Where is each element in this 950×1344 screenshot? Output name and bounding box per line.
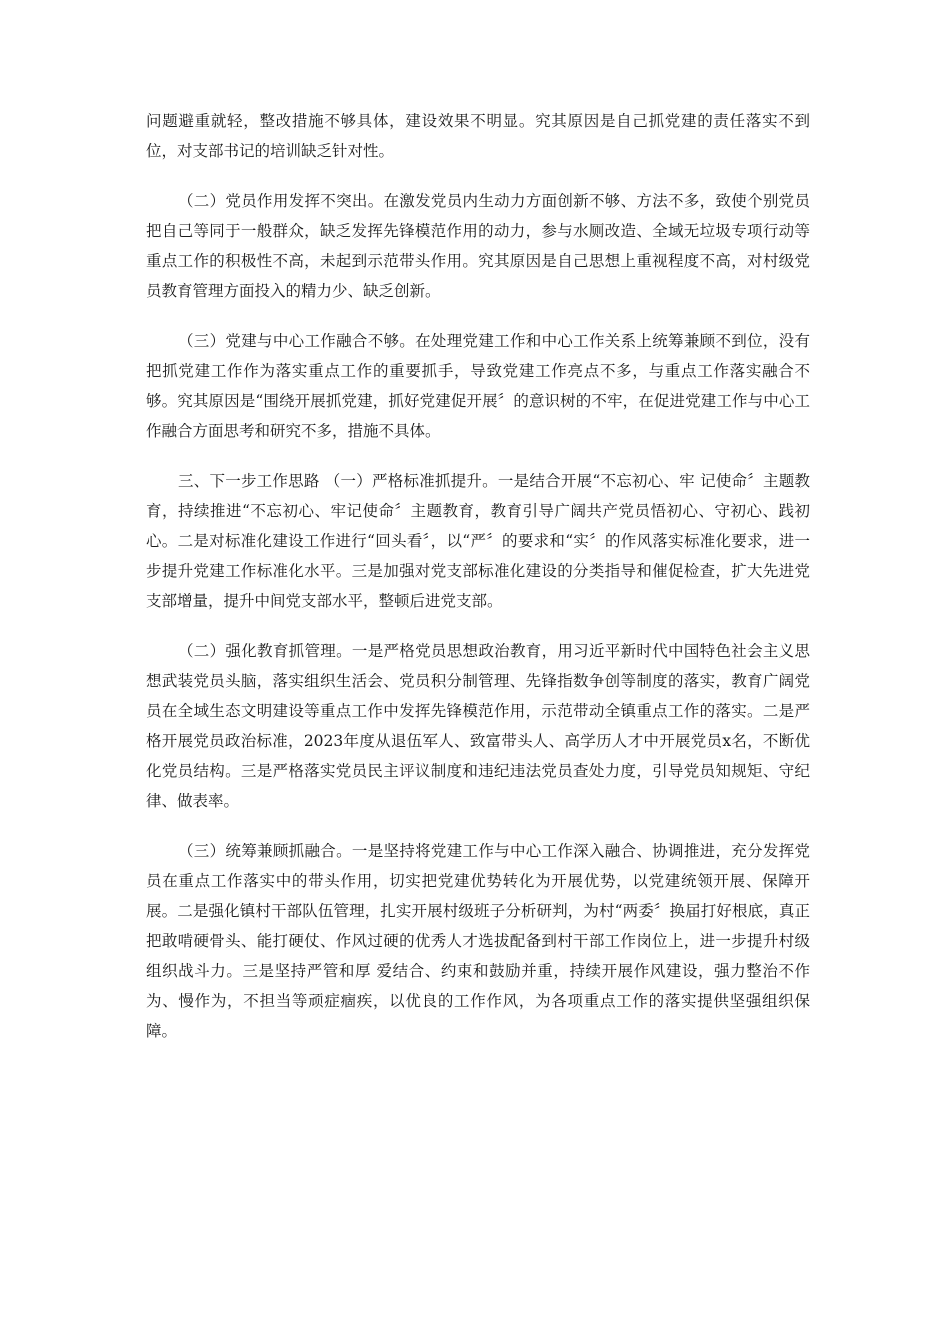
document-body [146,106,810,1066]
paragraph-2: （二）党员作用发挥不突出。在激发党员内生动力方面创新不够、方法不多，致使个别党员把自己等同于一般群众，缺乏发挥先锋模范作用的动力，参与水厕改造、全域无垃圾专项行动等重点工作的积极性不高，未起到示范带头作用。究其原因是自己思想上重视程度不高，对村级党员教育管理方面投入的精力少、缺乏创新。 [146,192,810,300]
paragraph-1: 问题避重就轻，整改措施不够具体，建设效果不明显。究其原因是自己抓党建的责任落实不到位，对支部书记的培训缺乏针对性。 [146,112,810,160]
paragraph-3: （三）党建与中心工作融合不够。在处理党建工作和中心工作关系上统筹兼顾不到位，没有把抓党建工作作为落实重点工作的重要抓手，导致党建工作亮点不多，与重点工作落实融合不够。究其原因是“围绕开展抓党建，抓好党建促开展〞的意识树的不牢，在促进党建工作与中心工作融合方面思考和研究不多，措施不具体。 [146,332,810,440]
paragraph-5: （二）强化教育抓管理。一是严格党员思想政治教育，用习近平新时代中国特色社会主义思想武装党员头脑，落实组织生活会、党员积分制管理、先锋指数争创等制度的落实，教育广阔党员在全域生态文明建设等重点工作中发挥先锋模范作用，示范带动全镇重点工作的落实。二是严格开展党员政治标准，2023年度从退伍军人、致富带头人、高学历人才中开展党员x名，不断优化党员结构。三是严格落实党员民主评议制度和违纪违法党员查处力度，引导党员知规矩、守纪律、做表率。 [146,642,810,810]
paragraph-6: （三）统筹兼顾抓融合。一是坚持将党建工作与中心工作深入融合、协调推进，充分发挥党员在重点工作落实中的带头作用，切实把党建优势转化为开展优势，以党建统领开展、保障开展。二是强化镇村干部队伍管理，扎实开展村级班子分析研判，为村“两委〞换届打好根底，真正把敢啃硬骨头、能打硬仗、作风过硬的优秀人才选拔配备到村干部工作岗位上，进一步提升村级组织战斗力。三是坚持严管和厚 爱结合、约束和鼓励并重，持续开展作风建设，强力整治不作为、慢作为，不担当等顽症痼疾，以优良的工作作风，为各项重点工作的落实提供坚强组织保障。 [146,842,810,1040]
paragraph-4: 三、下一步工作思路 （一）严格标准抓提升。一是结合开展“不忘初心、牢 记使命〞主题教育，持续推进“不忘初心、牢记使命〞主题教育，教育引导广阔共产党员悟初心、守初心、践初心。二是对标准化建设工作进行“回头看〞，以“严〞的要求和“实〞的作风落实标准化要求，进一步提升党建工作标准化水平。三是加强对党支部标准化建设的分类指导和催促检查，扩大先进党支部增量，提升中间党支部水平，整顿后进党支部。 [146,472,810,610]
